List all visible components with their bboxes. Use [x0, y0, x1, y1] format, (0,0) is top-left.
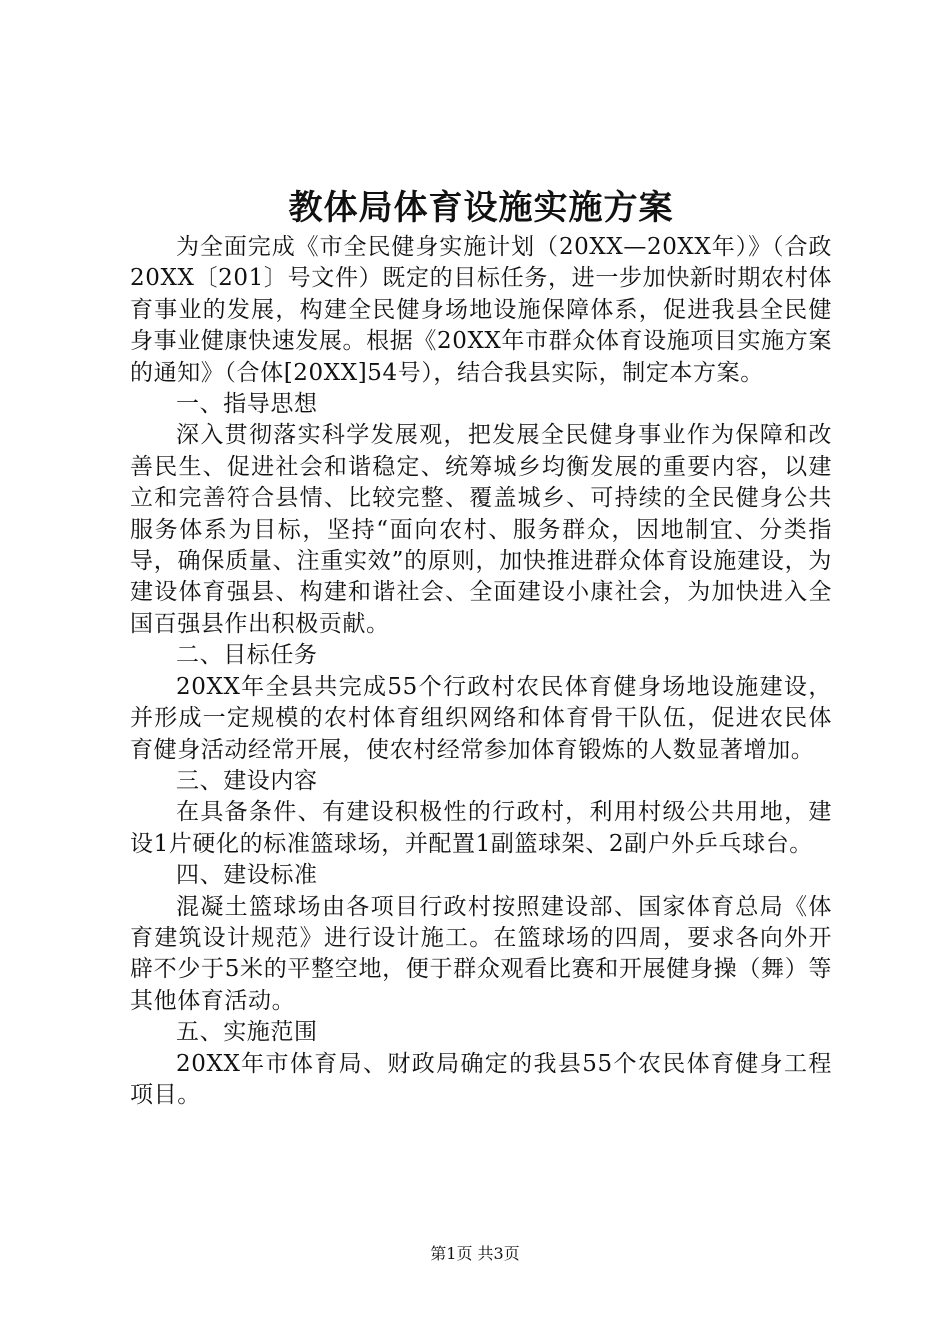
page-footer: 第1页 共3页: [430, 1244, 520, 1263]
goals-paragraph: 20XX年全县共完成55个行政村农民体育健身场地设施建设，并形成一定规模的农村体育组织网络和体育骨干队伍，促进农民体育健身活动经常开展，使农村经常参加体育锻炼的人数显著增加。: [130, 673, 832, 763]
section-heading-construction-content: 三、建设内容: [176, 767, 318, 794]
section-heading-guiding-thought: 一、指导思想: [176, 391, 318, 418]
construction-content-paragraph: 在具备条件、有建设积极性的行政村，利用村级公共用地，建设1片硬化的标准篮球场，并配置1副篮球架、2副户外乒乓球台。: [130, 799, 832, 857]
document-title: 教体局体育设施实施方案: [288, 188, 674, 228]
document-body: [130, 232, 832, 1111]
scope-paragraph: 20XX年市体育局、财政局确定的我县55个农民体育健身工程项目。: [130, 1050, 832, 1108]
guiding-thought-paragraph: 深入贯彻落实科学发展观，把发展全民健身事业作为保障和改善民生、促进社会和谐稳定、统筹城乡均衡发展的重要内容，以建立和完善符合县情、比较完整、覆盖城乡、可持续的全民健身公共服务体系为目标，坚持“面向农村、服务群众，因地制宜、分类指导，确保质量、注重实效”的原则，加快推进群众体育设施建设，为建设体育强县、构建和谐社会、全面建设小康社会，为加快进入全国百强县作出积极贡献。: [130, 422, 832, 637]
section-heading-scope: 五、实施范围: [176, 1019, 318, 1046]
section-heading-construction-standard: 四、建设标准: [176, 862, 318, 889]
intro-paragraph: 为全面完成《市全民健身实施计划（20XX—20XX年）》（合政20XX〔201〕号文件）既定的目标任务，进一步加快新时期农村体育事业的发展，构建全民健身场地设施保障体系，促进我县全民健身事业健康快速发展。根据《20XX年市群众体育设施项目实施方案的通知》（合体[20XX]54号），结合我县实际，制定本方案。: [130, 234, 832, 386]
section-heading-goals: 二、目标任务: [176, 642, 318, 669]
construction-standard-paragraph: 混凝土篮球场由各项目行政村按照建设部、国家体育总局《体育建筑设计规范》进行设计施工。在篮球场的四周，要求各向外开辟不少于5米的平整空地，便于群众观看比赛和开展健身操（舞）等其他体育活动。: [130, 893, 832, 1014]
